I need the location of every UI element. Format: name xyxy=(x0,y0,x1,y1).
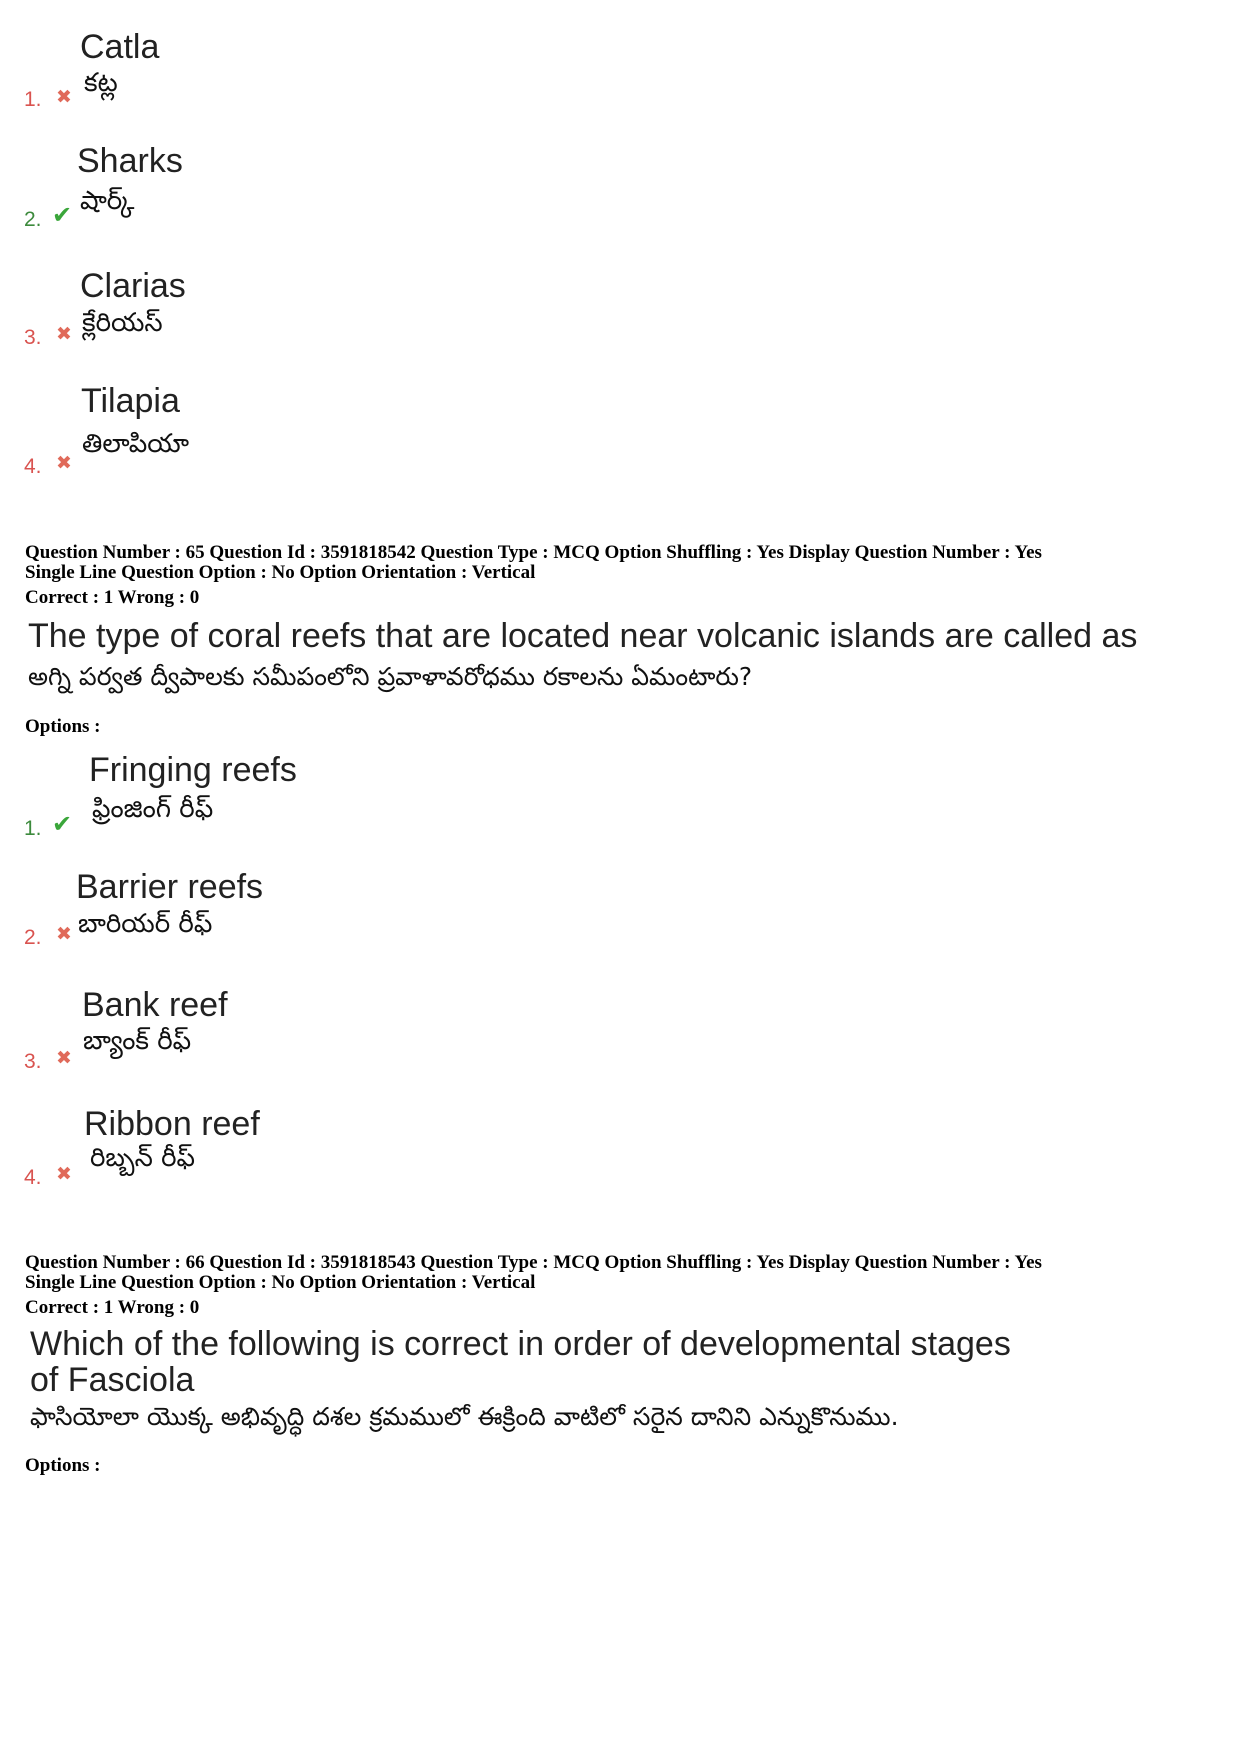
option-text-en: Catla xyxy=(80,28,160,66)
cross-icon: ✖ xyxy=(56,923,72,945)
option-number: 3. xyxy=(24,1050,42,1073)
question-meta: Single Line Question Option : No Option Orientation : Vertical xyxy=(25,1272,536,1293)
options-label: Options : xyxy=(25,716,101,737)
option-number: 2. xyxy=(24,926,42,949)
question-text-en: The type of coral reefs that are located near volcanic islands are called as xyxy=(28,617,1138,655)
option-text-te: రిబ్బన్ రీఫ్ xyxy=(90,1143,195,1173)
check-icon: ✔ xyxy=(52,201,73,229)
cross-icon: ✖ xyxy=(56,452,72,474)
option-number: 1. xyxy=(24,817,42,840)
question-meta: Single Line Question Option : No Option Orientation : Vertical xyxy=(25,562,536,583)
option-text-te: బారియర్ రీఫ్ xyxy=(78,909,213,939)
cross-icon: ✖ xyxy=(56,86,72,108)
option-text-en: Fringing reefs xyxy=(89,751,297,789)
option-text-te: షార్క్ xyxy=(80,186,135,216)
check-icon: ✔ xyxy=(52,810,73,838)
cross-icon: ✖ xyxy=(56,1047,72,1069)
option-text-te: ఫ్రింజింగ్ రీఫ్ xyxy=(92,794,214,824)
option-text-en: Clarias xyxy=(80,267,186,305)
option-text-te: బ్యాంక్ రీఫ్ xyxy=(83,1026,192,1056)
option-text-en: Bank reef xyxy=(82,986,228,1024)
option-number: 2. xyxy=(24,208,42,231)
option-text-en: Tilapia xyxy=(81,382,180,420)
cross-icon: ✖ xyxy=(56,1163,72,1185)
option-number: 3. xyxy=(24,326,42,349)
question-text-te: ఫాసియోలా యొక్క అభివృద్ధి దశల క్రమములో ఈక్రింది వాటిలో సరైన దానిని ఎన్నుకొనుము. xyxy=(30,1402,899,1431)
option-text-te: కట్ల xyxy=(84,68,118,98)
question-meta: Question Number : 66 Question Id : 3591818543 Question Type : MCQ Option Shuffling : Yes Display Question Number : Yes xyxy=(25,1252,1042,1273)
option-text-te: తిలాపియా xyxy=(82,429,190,459)
cross-icon: ✖ xyxy=(56,323,72,345)
option-text-te: క్లేరియస్ xyxy=(82,308,163,338)
marks: Correct : 1 Wrong : 0 xyxy=(25,1297,200,1318)
option-number: 4. xyxy=(24,455,42,478)
option-number: 1. xyxy=(24,88,42,111)
option-text-en: Barrier reefs xyxy=(76,868,264,906)
marks: Correct : 1 Wrong : 0 xyxy=(25,587,200,608)
question-meta: Question Number : 65 Question Id : 3591818542 Question Type : MCQ Option Shuffling : Yes Display Question Number : Yes xyxy=(25,542,1042,563)
options-label: Options : xyxy=(25,1455,101,1476)
option-text-en: Sharks xyxy=(77,142,183,180)
question-text-en: Which of the following is correct in order of developmental stages of Fasciola xyxy=(30,1325,1011,1399)
option-text-en: Ribbon reef xyxy=(84,1105,260,1143)
question-text-te: అగ్ని పర్వత ద్వీపాలకు సమీపంలోని ప్రవాళావరోధము రకాలను ఏమంటారు? xyxy=(28,662,753,691)
option-number: 4. xyxy=(24,1166,42,1189)
